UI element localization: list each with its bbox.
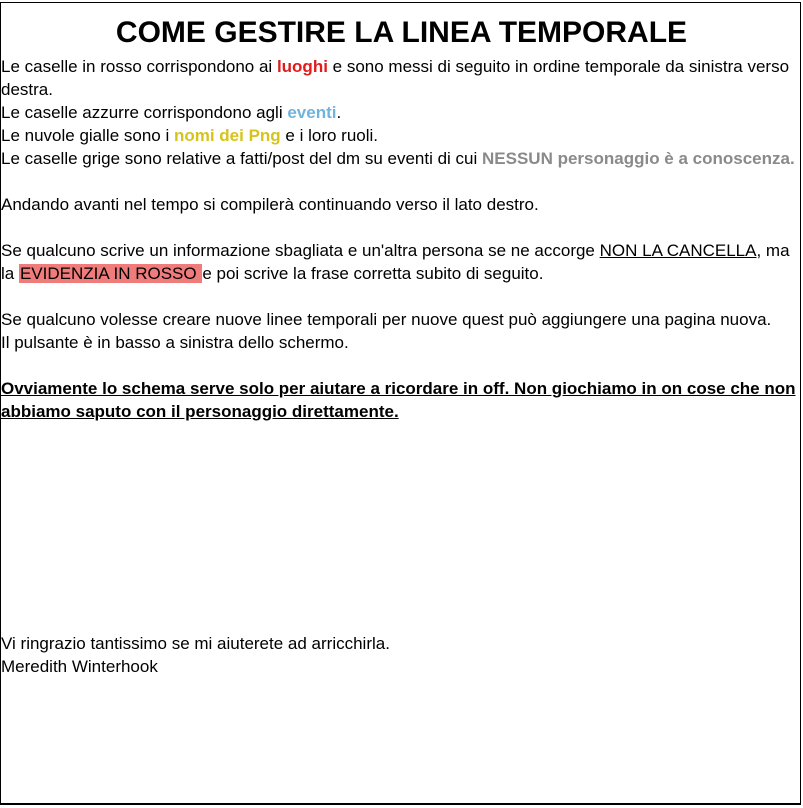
highlight-red-text: EVIDENZIA IN ROSSO: [19, 264, 202, 283]
nobody-knows-keyword: NESSUN personaggio è a conoscenza.: [482, 149, 795, 168]
button-location-paragraph: Il pulsante è in basso a sinistra dello schermo.: [1, 333, 349, 352]
thanks-line: Vi ringrazio tantissimo se mi aiuterete ad arricchirla.: [1, 634, 390, 653]
correction-text-end: e poi scrive la frase corretta subito di seguito.: [202, 264, 544, 283]
correction-text-mid: , ma la: [1, 241, 790, 283]
legend-yellow-text-end: e i loro ruoli.: [280, 126, 379, 145]
npc-names-keyword: nomi dei Png: [173, 126, 281, 145]
correction-text: Se qualcuno scrive un informazione sbagliata e un'altra persona se ne accorge: [1, 241, 600, 260]
places-keyword: luoghi: [276, 57, 328, 76]
page-title: COME GESTIRE LA LINEA TEMPORALE: [115, 16, 688, 49]
legend-red-text-end: e sono messi di seguito in ordine temporale da sinistra verso destra.: [1, 57, 790, 99]
forward-paragraph: Andando avanti nel tempo si compilerà continuando verso il lato destro.: [1, 195, 539, 214]
legend-yellow-text: Le nuvole gialle sono i: [1, 126, 174, 145]
important-note: Ovviamente lo schema serve solo per aiutare a ricordare in off. Non giochiamo in on cose che non abbiamo saputo con il personaggio direttamente.: [1, 379, 796, 421]
legend-red-line: [1, 55, 799, 101]
instructions-body: [1, 55, 799, 423]
do-not-delete-text: NON LA CANCELLA: [599, 241, 757, 260]
signoff: [1, 632, 799, 678]
correction-paragraph: [1, 239, 799, 285]
legend-blue-text: Le caselle azzurre corrispondono agli: [1, 103, 288, 122]
legend-grey-text: Le caselle grige sono relative a fatti/post del dm su eventi di cui: [1, 149, 482, 168]
legend-grey-line: [1, 147, 799, 170]
legend-blue-line: [1, 101, 799, 124]
document-frame: [0, 2, 801, 805]
legend-yellow-line: [1, 124, 799, 147]
events-keyword: eventi: [287, 103, 337, 122]
legend-blue-text-end: .: [336, 103, 342, 122]
new-lines-paragraph: Se qualcuno volesse creare nuove linee temporali per nuove quest può aggiungere una pagina nuova.: [1, 310, 772, 329]
legend-red-text: Le caselle in rosso corrispondono ai: [1, 57, 277, 76]
author-signature: Meredith Winterhook: [1, 657, 158, 676]
